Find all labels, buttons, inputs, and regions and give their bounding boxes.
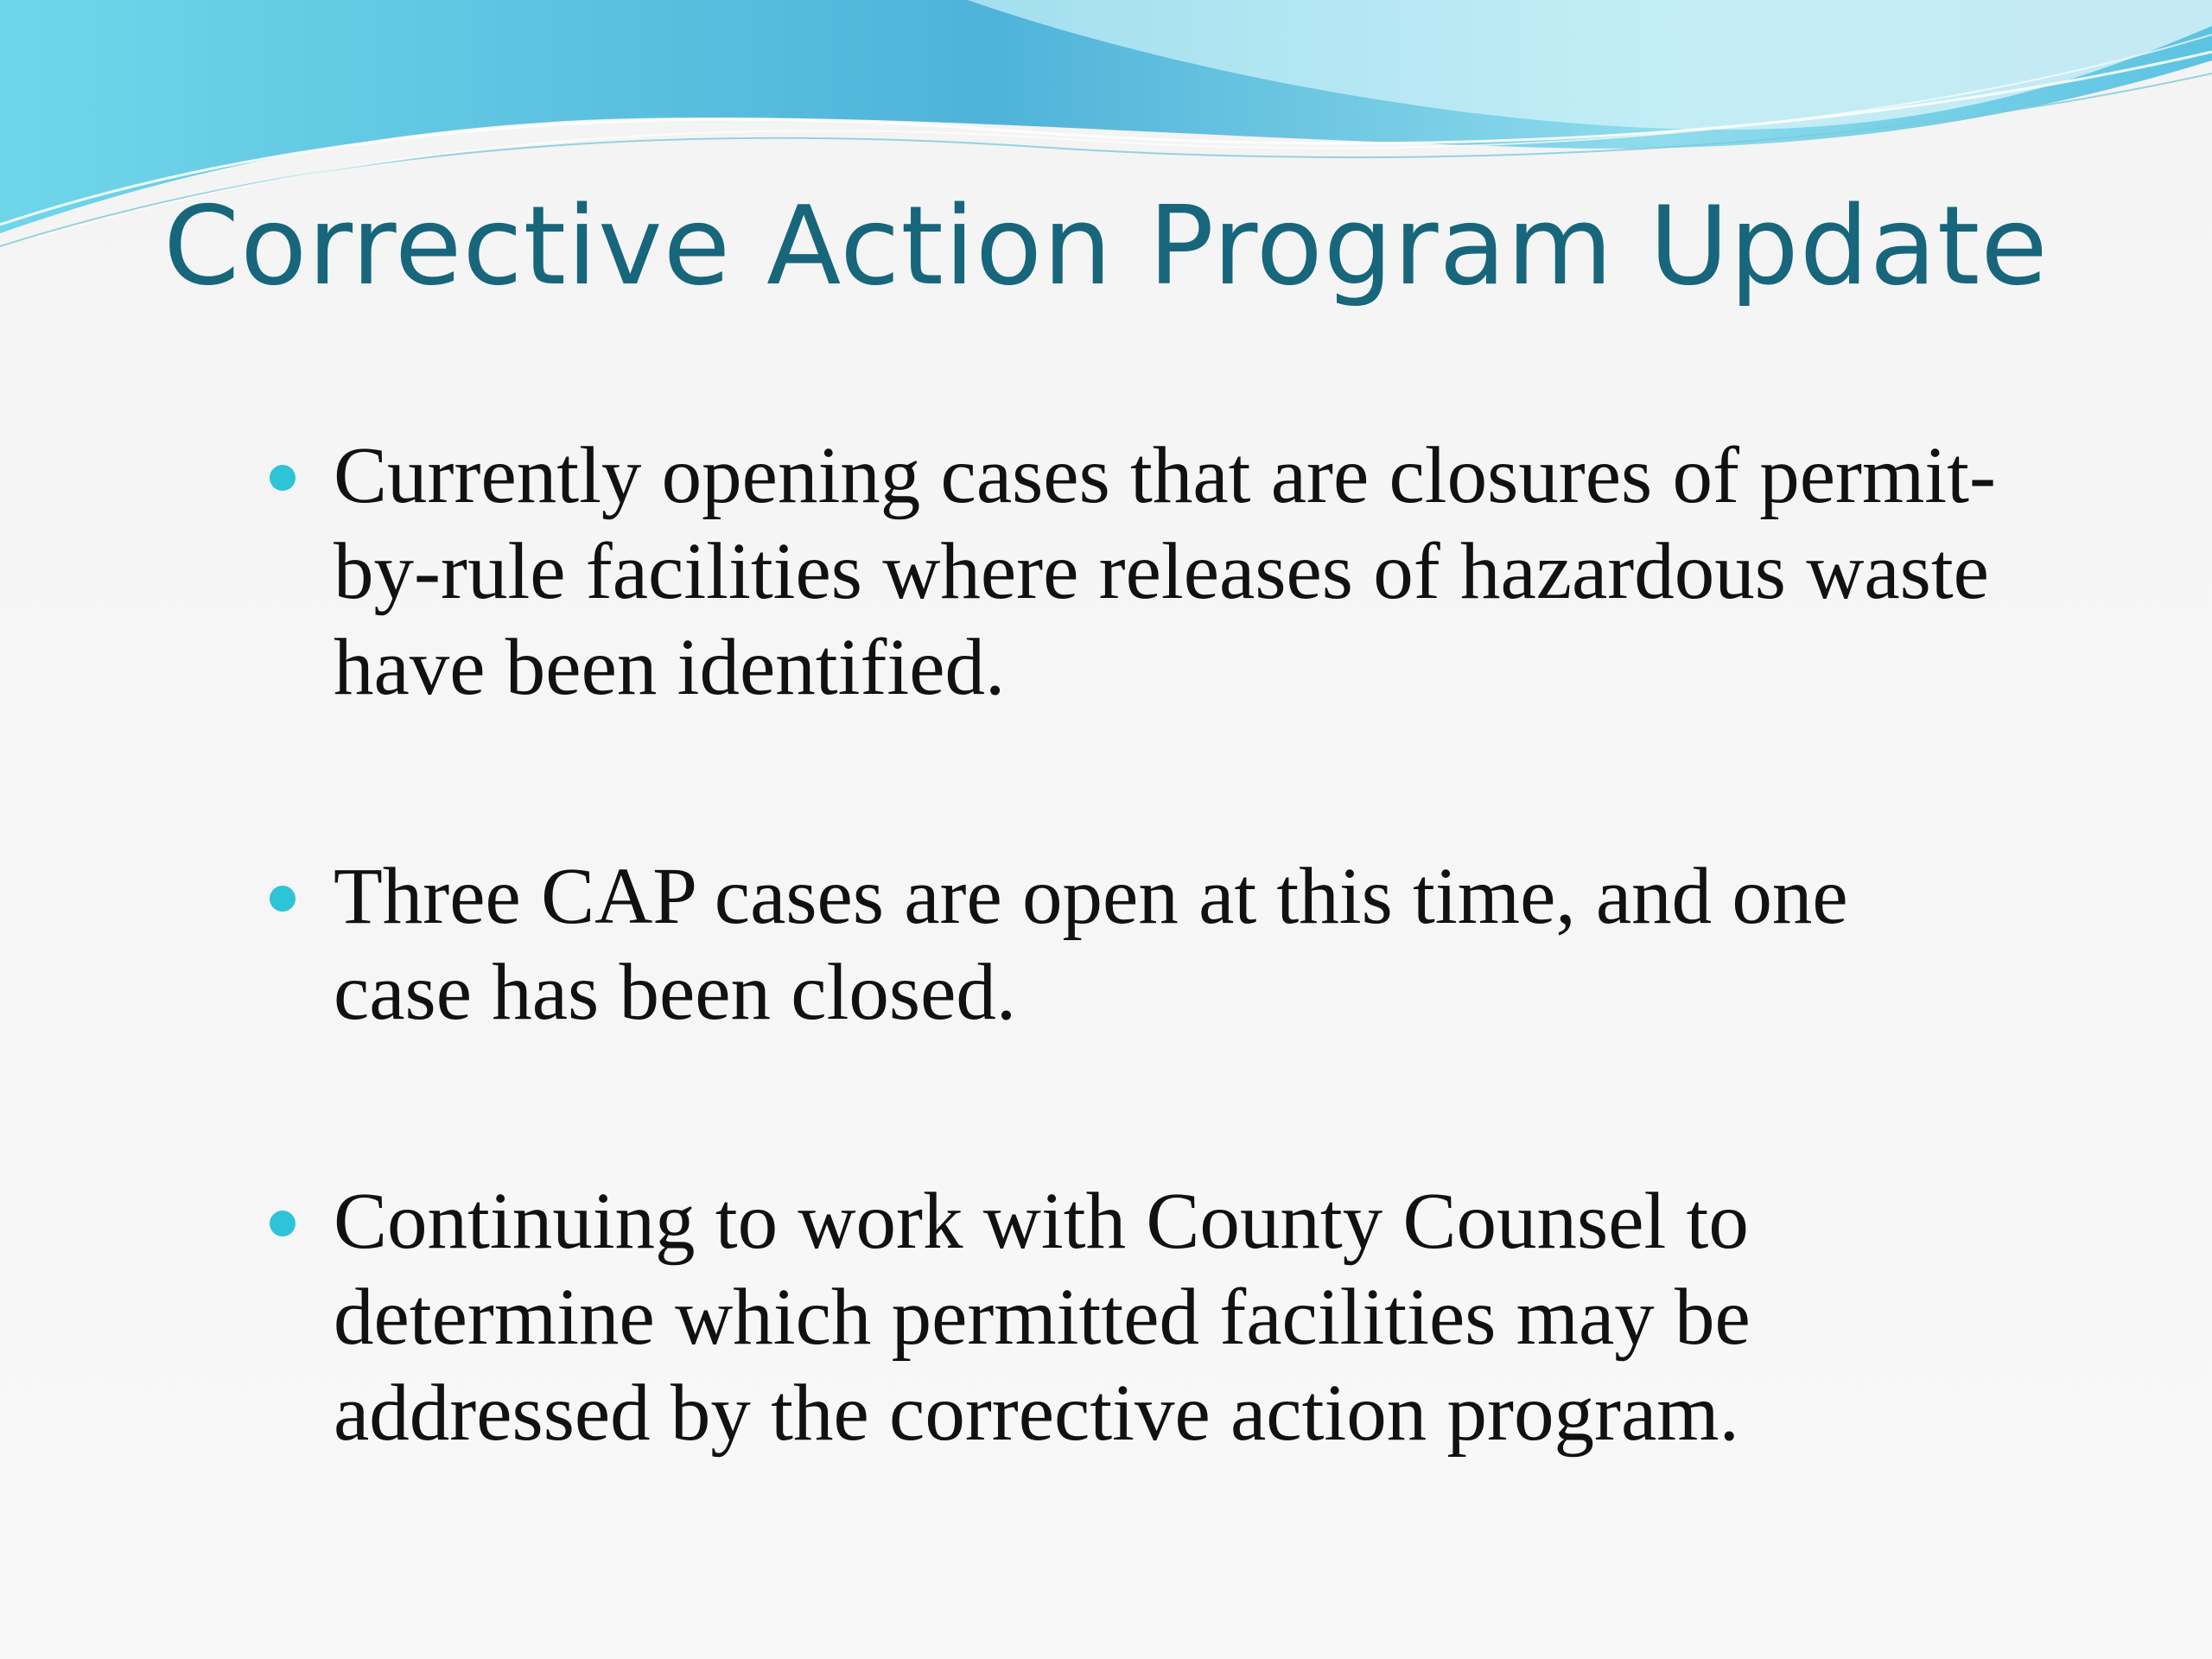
bullet-item [268, 849, 1996, 1040]
bullet-dot-icon [270, 886, 296, 912]
bullet-dot-icon [270, 465, 296, 491]
bullet-dot-icon [270, 1211, 296, 1236]
bullet-list [268, 428, 1996, 1461]
bullet-text: Three CAP cases are open at this time, and one case has been closed. [334, 852, 1848, 1037]
bullet-text: Currently opening cases that are closures of permit-by-rule facilities where releases of hazardous waste have been identified. [334, 431, 1996, 712]
bullet-item [268, 428, 1996, 715]
bullet-text: Continuing to work with County Counsel to determine which permitted facilities may be addressed by the corrective action program. [334, 1177, 1751, 1458]
slide-title: Corrective Action Program Update [163, 182, 2049, 309]
bullet-item [268, 1173, 1996, 1461]
